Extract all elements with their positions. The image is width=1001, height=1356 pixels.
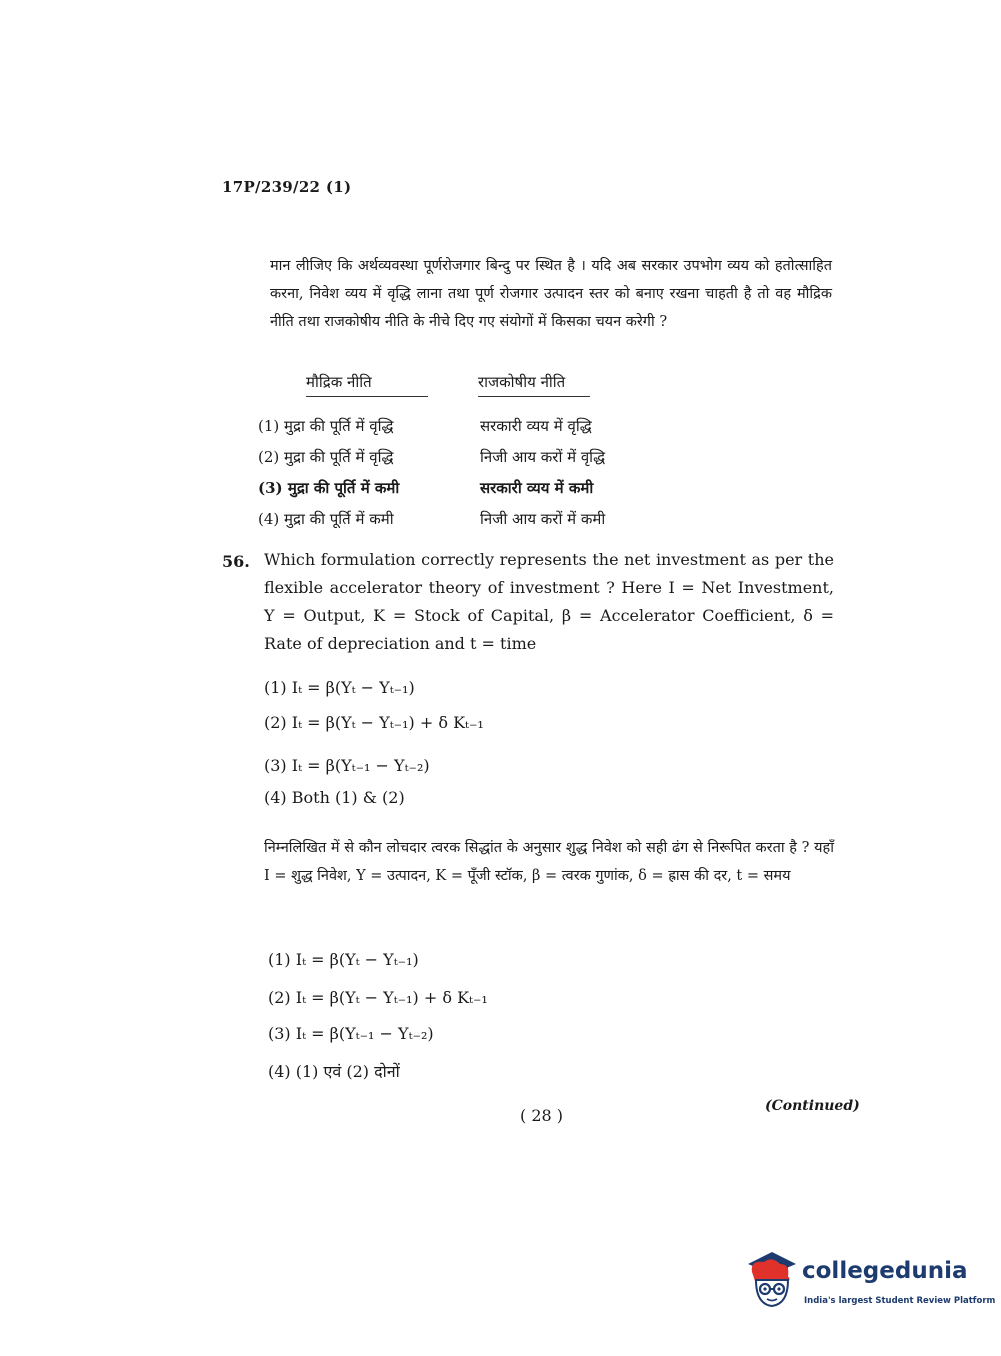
question-text-english: Which formulation correctly represents the net investment as per the flexible accelerator theory of investment ? Here I = Net Investment, Y = Output, K = Stock of Capital, β = Accelerator Coefficient, δ = Rate of depreciation and t = time (264, 550, 834, 653)
fiscal-option: सरकारी व्यय में वृद्धि (480, 417, 592, 435)
fiscal-option: सरकारी व्यय में कमी (480, 479, 594, 497)
question-number: 56. (222, 552, 250, 571)
mascot-icon (742, 1250, 800, 1314)
monetary-option: (1) मुद्रा की पूर्ति में वृद्धि (258, 417, 394, 435)
monetary-policy-header: मौद्रिक नीति (306, 372, 428, 397)
option-english-4: (4) Both (1) & (2) (264, 788, 405, 807)
monetary-option: (4) मुद्रा की पूर्ति में कमी (258, 510, 394, 528)
logo-wordmark: collegedunia (802, 1258, 968, 1284)
policy-row (258, 478, 638, 506)
hindi-question-intro: मान लीजिए कि अर्थव्यवस्था पूर्णरोजगार बिन्दु पर स्थित है । यदि अब सरकार उपभोग व्यय को हतोत्साहित करना, निवेश व्यय में वृद्धि लाना तथा पूर्ण रोजगार उत्पादन स्तर को बनाए रखना चाहती है तो वह मौद्रिक नीति तथा राजकोषीय नीति के नीचे दिए गए संयोगों में किसका चयन करेगी ? (270, 258, 832, 330)
option-english-2: (2) Iₜ = β(Yₜ − Yₜ₋₁) + δ Kₜ₋₁ (264, 713, 484, 732)
option-english-3: (3) Iₜ = β(Yₜ₋₁ − Yₜ₋₂) (264, 756, 430, 775)
monetary-option: (3) मुद्रा की पूर्ति में कमी (258, 479, 400, 497)
logo-tagline: India's largest Student Review Platform (804, 1296, 996, 1306)
option-hindi-2: (2) Iₜ = β(Yₜ − Yₜ₋₁) + δ Kₜ₋₁ (268, 988, 488, 1007)
option-english-1: (1) Iₜ = β(Yₜ − Yₜ₋₁) (264, 678, 415, 697)
monetary-option: (2) मुद्रा की पूर्ति में वृद्धि (258, 448, 394, 466)
policy-row (258, 416, 638, 444)
policy-row (258, 509, 638, 537)
option-hindi-4: (4) (1) एवं (2) दोनों (268, 1062, 400, 1081)
fiscal-policy-header: राजकोषीय नीति (478, 372, 590, 397)
page-number: ( 28 ) (520, 1106, 564, 1125)
option-hindi-1: (1) Iₜ = β(Yₜ − Yₜ₋₁) (268, 950, 419, 969)
option-hindi-3: (3) Iₜ = β(Yₜ₋₁ − Yₜ₋₂) (268, 1024, 434, 1043)
collegedunia-logo (742, 1250, 996, 1320)
fiscal-option: निजी आय करों में कमी (480, 510, 606, 528)
policy-row (258, 447, 638, 475)
paper-code: 17P/239/22 (1) (222, 178, 352, 196)
continued-label: (Continued) (765, 1098, 860, 1114)
question-text-hindi: निम्नलिखित में से कौन लोचदार त्वरक सिद्धांत के अनुसार शुद्ध निवेश को सही ढंग से निरूपित करता है ? यहाँ I = शुद्ध निवेश, Y = उत्पादन, K = पूँजी स्टॉक, β = त्वरक गुणांक, δ = ह्रास की दर, t = समय (264, 840, 834, 884)
fiscal-option: निजी आय करों में वृद्धि (480, 448, 606, 466)
